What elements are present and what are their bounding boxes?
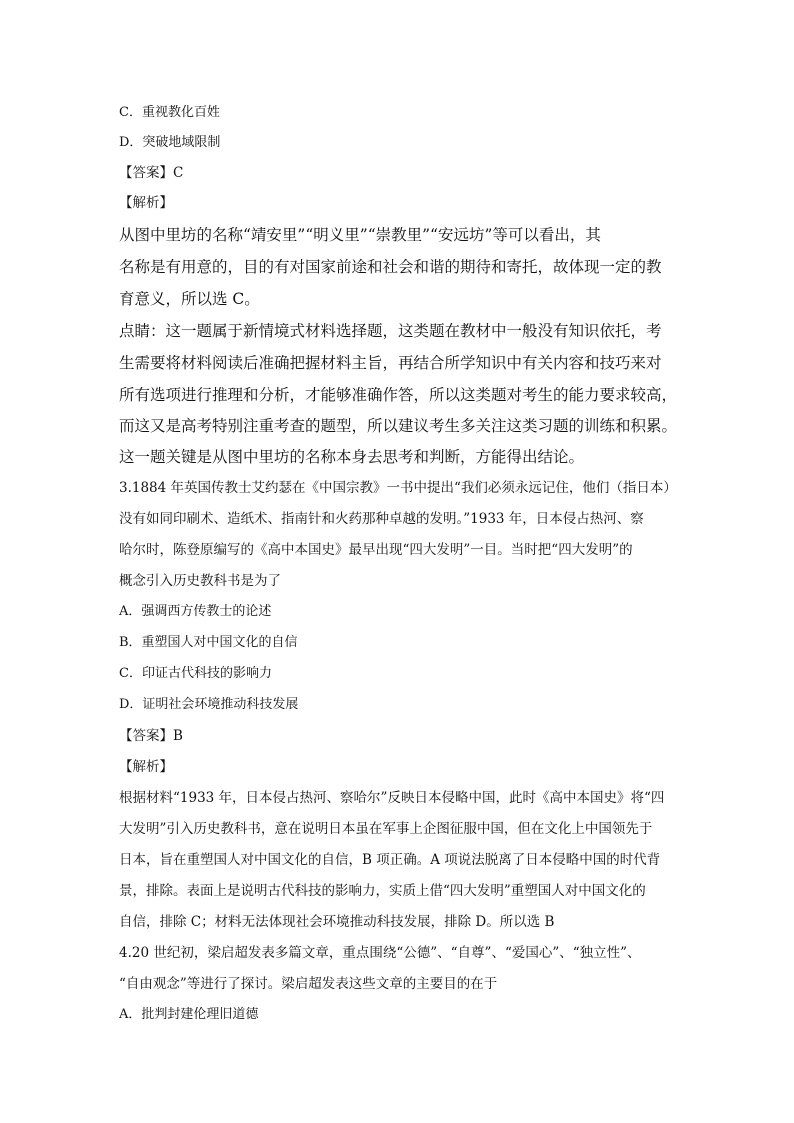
q3-option-b: B．重塑国人对中国文化的自信 <box>119 635 298 650</box>
q3-analysis-line: 日本，旨在重塑国人对中国文化的自信，B 项正确。A 项说法脱离了日本侵略中国的时代背 <box>119 852 661 868</box>
q3-option-d: D．证明社会环境推动科技发展 <box>119 697 299 712</box>
q3-stem-line: 概念引入历史教科书是为了 <box>119 573 281 589</box>
q3-stem-line: 没有如同印刷术、造纸术、指南针和火药那种卓越的发明。”1933 年，日本侵占热河、察 <box>119 511 644 527</box>
q2-comment-line: 生需要将材料阅读后准确把握材料主旨，再结合所学知识中有关内容和技巧来对 <box>119 354 662 372</box>
q2-analysis-line: 从图中里坊的名称“靖安里”“明义里”“崇教里”“安远坊”等可以看出，其 <box>119 226 601 244</box>
q2-analysis-label: 【解析】 <box>119 195 173 211</box>
q2-comment-line: 所有选项进行推理和分析，才能够准确作答，所以这类题对考生的能力要求较高， <box>119 386 678 404</box>
q4-stem-line: “自由观念”等进行了探讨。梁启超发表这些文章的主要目的在于 <box>119 976 498 992</box>
q3-analysis-label: 【解析】 <box>119 759 173 775</box>
q2-comment-line: 点睛：这一题属于新情境式材料选择题，这类题在教材中一般没有知识依托，考 <box>119 322 662 340</box>
q2-option-d: D．突破地域限制 <box>119 135 221 150</box>
q2-comment-line: 这一题关键是从图中里坊的名称本身去思考和判断，方能得出结论。 <box>119 448 585 466</box>
q3-answer: 【答案】B <box>119 728 183 744</box>
q3-stem-line: 3.1884 年英国传教士艾约瑟在《中国宗教》一书中提出“我们必须永远记住，他们（指日本） <box>119 480 677 496</box>
q2-option-c: C．重视教化百姓 <box>119 105 220 120</box>
q3-option-a: A．强调西方传教士的论述 <box>119 604 272 619</box>
q2-analysis-line: 名称是有用意的，目的有对国家前途和社会和谐的期待和寄托，故体现一定的教 <box>119 258 662 276</box>
q4-option-a: A．批判封建伦理旧道德 <box>119 1007 259 1022</box>
q3-stem-line: 哈尔时，陈登原编写的《高中本国史》最早出现“四大发明”一目。当时把“四大发明”的 <box>119 542 633 558</box>
q3-analysis-line: 大发明”引入历史教科书，意在说明日本虽在军事上企图征服中国，但在文化上中国领先于 <box>119 821 653 837</box>
q2-comment-line: 而这又是高考特别注重考查的题型，所以建议考生多关注这类习题的训练和积累。 <box>119 417 678 435</box>
q2-analysis-line: 育意义，所以选 C。 <box>119 290 260 308</box>
q4-stem-line: 4.20 世纪初，梁启超发表多篇文章，重点围绕“公德”、“自尊”、“爱国心”、“独立性”、 <box>119 945 641 961</box>
q2-answer: 【答案】C <box>119 165 184 181</box>
q3-analysis-line: 根据材料“1933 年，日本侵占热河、察哈尔”反映日本侵略中国，此时《高中本国史》将“四 <box>119 790 665 806</box>
q3-analysis-line: 自信，排除 C；材料无法体现社会环境推动科技发展，排除 D。所以选 B <box>119 914 555 930</box>
q3-analysis-line: 景，排除。表面上是说明古代科技的影响力，实质上借“四大发明”重塑国人对中国文化的 <box>119 883 646 899</box>
q3-option-c: C．印证古代科技的影响力 <box>119 666 272 681</box>
